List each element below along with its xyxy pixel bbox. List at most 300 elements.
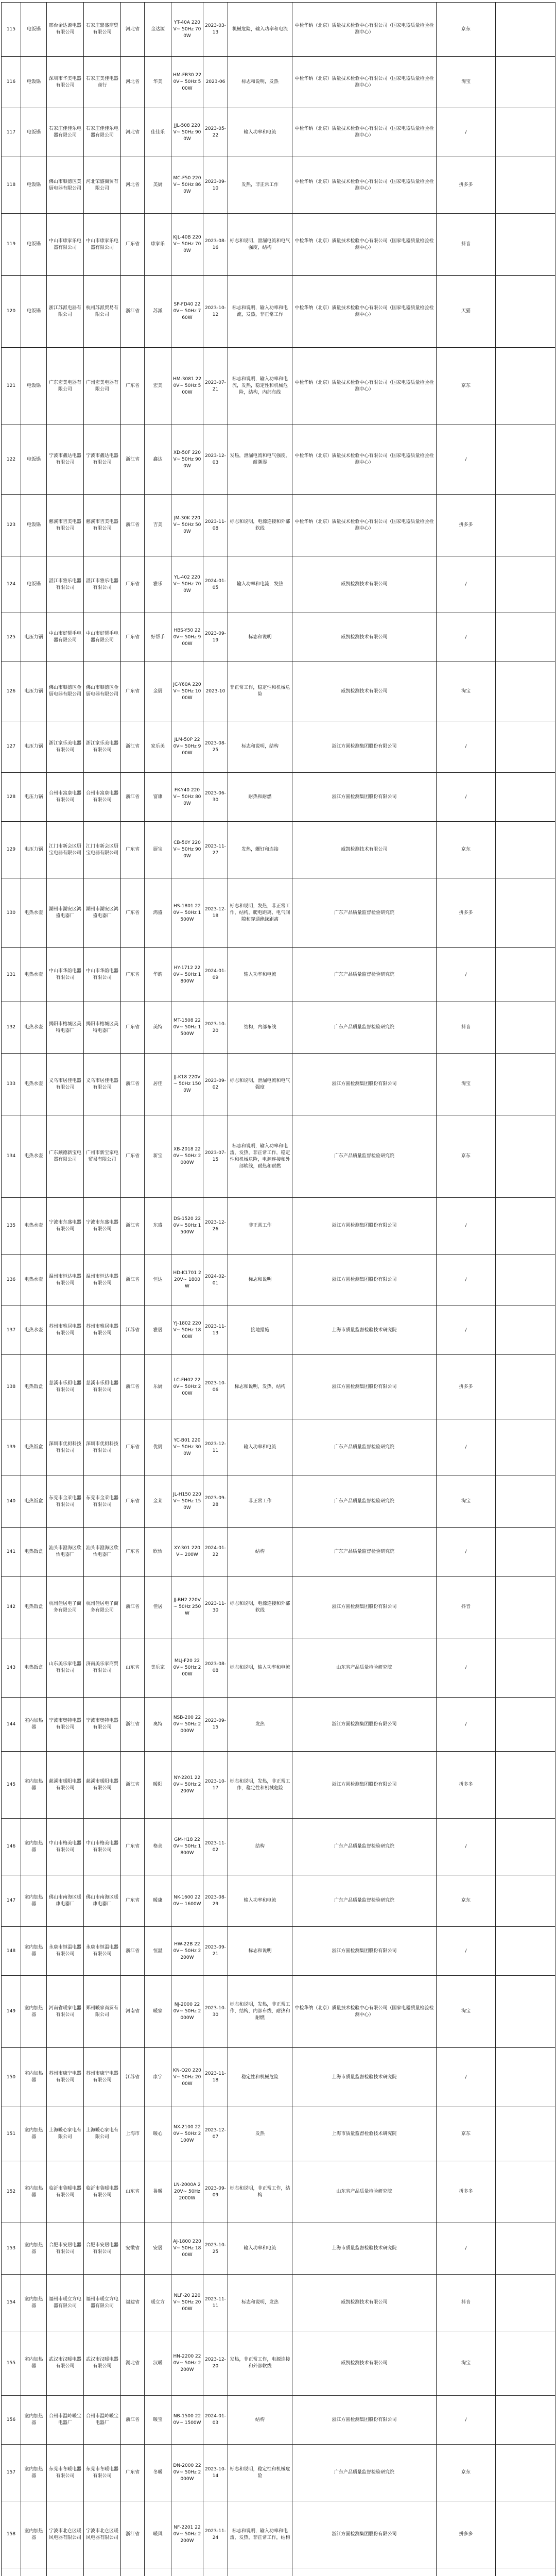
cell-model: HW-22B 220V~ 50Hz 2200W xyxy=(171,1927,203,1976)
cell-producer: 苏州市康宁电器有限公司 xyxy=(47,2048,84,2107)
cell-agency: 威凯检测技术有限公司 xyxy=(292,2331,437,2396)
cell-no: 136 xyxy=(2,1255,21,1306)
cell-product: 电热水壶 xyxy=(21,1198,47,1255)
cell-agency: 广东产品质量监督检验研究院 xyxy=(292,1528,437,1577)
cell-platform: 京东 xyxy=(437,1115,496,1198)
cell-date: 2023-08-08 xyxy=(203,1638,228,1698)
cell-product xyxy=(21,2568,47,2576)
cell-brand: 金达源 xyxy=(145,3,171,57)
cell-model: NJ-2000 220V~ 50Hz 2000W xyxy=(171,1976,203,2048)
cell-province: 广东省 xyxy=(121,556,145,613)
cell-product: 电压力锅 xyxy=(21,721,47,773)
cell-province: 浙江省 xyxy=(121,2501,145,2568)
cell-agency: 浙江方圆检测集团股份有限公司 xyxy=(292,721,437,773)
cell-brand: 乐厨 xyxy=(145,1355,171,1419)
cell-producer: 佛山市南海区暖康电器厂 xyxy=(47,1875,84,1927)
cell-brand: 奥特 xyxy=(145,1698,171,1752)
cell-brand: 暖立方 xyxy=(145,2275,171,2331)
table-row xyxy=(2,2275,555,2331)
cell-date: 2023-12-11 xyxy=(203,1419,228,1476)
cell-sampled-unit: 佛山市顺德区金厨电器有限公司 xyxy=(84,662,121,721)
table-row xyxy=(2,348,555,425)
cell-model: CB-50Y 220V~ 50Hz 900W xyxy=(171,822,203,878)
cell-producer: 中山市好帮手电器有限公司 xyxy=(47,613,84,662)
cell-platform: 抖音 xyxy=(437,1577,496,1638)
cell-note xyxy=(496,1476,555,1528)
table-row xyxy=(2,495,555,556)
cell-producer: 广东顺德新宝电器有限公司 xyxy=(47,1115,84,1198)
cell-platform: 抖音 xyxy=(437,2275,496,2331)
cell-platform: / xyxy=(437,2223,496,2275)
cell-defects: 结构 xyxy=(228,1819,292,1875)
cell-producer: 石家庄佳佳乐电器有限公司 xyxy=(47,108,84,157)
cell-sampled-unit: 汕头市澄海区欣怡电器厂 xyxy=(84,1528,121,1577)
cell-agency: 中检华纳（北京）质量技术检验中心有限公司（国家电器质量检验检测中心） xyxy=(292,214,437,276)
cell-product: 电热水壶 xyxy=(21,1255,47,1306)
cell-defects: 标志和说明，输入功率和电流 xyxy=(228,1638,292,1698)
cell-brand: 美厨 xyxy=(145,157,171,214)
cell-producer: 揭阳市榕城区美特电器厂 xyxy=(47,1002,84,1054)
cell-brand: 暖康 xyxy=(145,1875,171,1927)
cell-sampled-unit: 苏州市雅居电器有限公司 xyxy=(84,1306,121,1355)
table-row xyxy=(2,1698,555,1752)
cell-date: 2023-11-11 xyxy=(203,2275,228,2331)
cell-province: 浙江省 xyxy=(121,721,145,773)
cell-product: 电饭锅 xyxy=(21,495,47,556)
cell-sampled-unit: 义乌市居佳电器有限公司 xyxy=(84,1054,121,1115)
cell-model: YL-402 220V~ 50Hz 700W xyxy=(171,556,203,613)
cell-brand: 暖风 xyxy=(145,2501,171,2568)
cell-platform: 拼多多 xyxy=(437,1355,496,1419)
cell-note xyxy=(496,157,555,214)
cell-note xyxy=(496,2161,555,2223)
table-row xyxy=(2,2568,555,2576)
cell-agency: 中检华纳（北京）质量技术检验中心有限公司（国家电器质量检验检测中心） xyxy=(292,3,437,57)
table-row xyxy=(2,2161,555,2223)
cell-platform: / xyxy=(437,1819,496,1875)
cell-sampled-unit: 广州市新宝家电贸易有限公司 xyxy=(84,1115,121,1198)
cell-sampled-unit: 揭阳市榕城区美特电器厂 xyxy=(84,1002,121,1054)
cell-province: 浙江省 xyxy=(121,1927,145,1976)
cell-defects: 结构 xyxy=(228,1528,292,1577)
cell-province: 广东省 xyxy=(121,214,145,276)
cell-defects: 发热，泄漏电流和电气强度，耐潮湿 xyxy=(228,425,292,495)
cell-no: 119 xyxy=(2,214,21,276)
cell-note xyxy=(496,1355,555,1419)
cell-defects: 标志和说明，稳定性和机械危险 xyxy=(228,2445,292,2501)
cell-sampled-unit: 深圳市优厨科技有限公司 xyxy=(84,1419,121,1476)
cell-producer: 苏州市雅居电器有限公司 xyxy=(47,1306,84,1355)
cell-province: 浙江省 xyxy=(121,1255,145,1306)
table-row xyxy=(2,2396,555,2445)
cell-model: NSB-200 220V~ 50Hz 2000W xyxy=(171,1698,203,1752)
table-row xyxy=(2,425,555,495)
cell-defects: 接地措施 xyxy=(228,1306,292,1355)
cell-sampled-unit: 宁波市鑫达电器有限公司 xyxy=(84,425,121,495)
cell-defects: 标志和说明，电源连接和外部软线 xyxy=(228,1577,292,1638)
cell-date: 2023-10-17 xyxy=(203,1752,228,1819)
cell-no xyxy=(2,2568,21,2576)
cell-note xyxy=(496,556,555,613)
cell-product: 室内加热器 xyxy=(21,2501,47,2568)
cell-sampled-unit: 石家庄鼎盛商贸有限公司 xyxy=(84,3,121,57)
cell-note xyxy=(496,2048,555,2107)
cell-note xyxy=(496,1528,555,1577)
cell-brand: 家乐美 xyxy=(145,721,171,773)
cell-producer: 中山市格美电器有限公司 xyxy=(47,1819,84,1875)
cell-brand: 金莱 xyxy=(145,1476,171,1528)
cell-model: JC-Y60A 220V~ 50Hz 1000W xyxy=(171,662,203,721)
cell-model: HM-3081 220V~ 50Hz 500W xyxy=(171,348,203,425)
cell-agency: 中检华纳（北京）质量技术检验中心有限公司（国家电器质量检验检测中心） xyxy=(292,1976,437,2048)
cell-producer: 中山市康家乐电器有限公司 xyxy=(47,214,84,276)
cell-no: 134 xyxy=(2,1115,21,1198)
cell-date: 2023-10-30 xyxy=(203,1976,228,2048)
cell-sampled-unit: 慈溪市乐厨电器有限公司 xyxy=(84,1355,121,1419)
cell-no: 129 xyxy=(2,822,21,878)
table-row xyxy=(2,157,555,214)
cell-producer: 宁波市鑫达电器有限公司 xyxy=(47,425,84,495)
cell-agency: 浙江方圆检测集团股份有限公司 xyxy=(292,1752,437,1819)
cell-agency: 上海市质量监督检验技术研究院 xyxy=(292,2223,437,2275)
cell-no: 117 xyxy=(2,108,21,157)
cell-no: 153 xyxy=(2,2223,21,2275)
cell-sampled-unit: 湛江市雅乐电器有限公司 xyxy=(84,556,121,613)
cell-producer: 河南省暖家电器有限公司 xyxy=(47,1976,84,2048)
cell-no: 122 xyxy=(2,425,21,495)
cell-brand: 暖阳 xyxy=(145,1752,171,1819)
cell-date: 2023-11-02 xyxy=(203,1819,228,1875)
cell-sampled-unit xyxy=(84,2568,121,2576)
cell-date xyxy=(203,2568,228,2576)
cell-defects: 结构 xyxy=(228,2396,292,2445)
cell-product: 电热水壶 xyxy=(21,1306,47,1355)
cell-model: KJL-40B 220V~ 50Hz 700W xyxy=(171,214,203,276)
cell-no: 147 xyxy=(2,1875,21,1927)
cell-product: 电饭锅 xyxy=(21,157,47,214)
cell-brand: 康宁 xyxy=(145,2048,171,2107)
cell-date: 2023-08-16 xyxy=(203,214,228,276)
cell-model: NK-1600 220V~ 1600W xyxy=(171,1875,203,1927)
cell-agency: 山东省产品质量检验研究院 xyxy=(292,2161,437,2223)
cell-province: 山东省 xyxy=(121,1638,145,1698)
cell-note xyxy=(496,2445,555,2501)
cell-note xyxy=(496,1875,555,1927)
cell-product: 电热饭盒 xyxy=(21,1476,47,1528)
cell-province: 江苏省 xyxy=(121,2048,145,2107)
cell-model: JL-H150 220V~ 50Hz 150W xyxy=(171,1476,203,1528)
table-row xyxy=(2,1875,555,1927)
cell-model: YT-40A 220V~ 50Hz 700W xyxy=(171,3,203,57)
cell-sampled-unit: 中山市格美电器有限公司 xyxy=(84,1819,121,1875)
cell-no: 149 xyxy=(2,1976,21,2048)
cell-note xyxy=(496,1198,555,1255)
cell-platform: / xyxy=(437,1198,496,1255)
cell-product: 室内加热器 xyxy=(21,2275,47,2331)
cell-brand: 暖宝 xyxy=(145,2396,171,2445)
cell-model: NLF-20 220V~ 50Hz 2000W xyxy=(171,2275,203,2331)
cell-date: 2023-08-25 xyxy=(203,721,228,773)
cell-no: 144 xyxy=(2,1698,21,1752)
cell-sampled-unit: 济南美乐家商贸有限公司 xyxy=(84,1638,121,1698)
cell-no: 154 xyxy=(2,2275,21,2331)
table-row xyxy=(2,948,555,1002)
table-row xyxy=(2,822,555,878)
cell-province: 浙江省 xyxy=(121,2396,145,2445)
cell-no: 140 xyxy=(2,1476,21,1528)
cell-product: 室内加热器 xyxy=(21,1819,47,1875)
cell-product: 室内加热器 xyxy=(21,1698,47,1752)
cell-province: 浙江省 xyxy=(121,1698,145,1752)
table-row xyxy=(2,1638,555,1698)
cell-model: MC-F50 220V~ 50Hz 860W xyxy=(171,157,203,214)
cell-note xyxy=(496,2275,555,2331)
cell-producer: 慈溪市乐厨电器有限公司 xyxy=(47,1355,84,1419)
cell-no: 115 xyxy=(2,3,21,57)
cell-province: 广东省 xyxy=(121,662,145,721)
cell-sampled-unit: 永康市恒温电器有限公司 xyxy=(84,1927,121,1976)
table-row xyxy=(2,276,555,348)
cell-note xyxy=(496,1819,555,1875)
cell-agency: 上海市质量监督检验技术研究院 xyxy=(292,2048,437,2107)
cell-note xyxy=(496,1638,555,1698)
cell-platform: 京东 xyxy=(437,1875,496,1927)
table-row xyxy=(2,3,555,57)
cell-note xyxy=(496,3,555,57)
cell-product: 室内加热器 xyxy=(21,2331,47,2396)
cell-province: 河北省 xyxy=(121,157,145,214)
cell-defects: 标志和说明 xyxy=(228,1927,292,1976)
cell-product: 室内加热器 xyxy=(21,2396,47,2445)
cell-no: 156 xyxy=(2,2396,21,2445)
cell-platform: / xyxy=(437,2048,496,2107)
cell-province: 上海市 xyxy=(121,2107,145,2161)
cell-sampled-unit: 宁波市东盛电器有限公司 xyxy=(84,1198,121,1255)
cell-brand xyxy=(145,2568,171,2576)
cell-defects: 非正常工作 xyxy=(228,1476,292,1528)
cell-product: 电热饭盒 xyxy=(21,1419,47,1476)
table-row xyxy=(2,1255,555,1306)
cell-defects: 标志和说明，泄漏电流和电气强度，结构 xyxy=(228,214,292,276)
cell-date: 2024-01-03 xyxy=(203,2396,228,2445)
cell-product: 电压力锅 xyxy=(21,613,47,662)
cell-no: 141 xyxy=(2,1528,21,1577)
cell-product: 电热水壶 xyxy=(21,1115,47,1198)
cell-date: 2023-09-02 xyxy=(203,1054,228,1115)
cell-note xyxy=(496,613,555,662)
cell-defects: 标志和说明，电源连接和外部软线 xyxy=(228,495,292,556)
cell-platform: 淘宝 xyxy=(437,1054,496,1115)
cell-agency xyxy=(292,2568,437,2576)
cell-province: 广东省 xyxy=(121,348,145,425)
cell-note xyxy=(496,2396,555,2445)
cell-note xyxy=(496,1306,555,1355)
cell-agency: 广东产品质量监督检验研究院 xyxy=(292,2445,437,2501)
cell-date: 2023-12-18 xyxy=(203,878,228,948)
cell-no: 150 xyxy=(2,2048,21,2107)
cell-platform xyxy=(437,2568,496,2576)
cell-platform: 京东 xyxy=(437,348,496,425)
cell-model: NX-2100 220V~ 50Hz 2100W xyxy=(171,2107,203,2161)
cell-brand: 吉美 xyxy=(145,495,171,556)
cell-platform: 淘宝 xyxy=(437,57,496,108)
cell-product: 室内加热器 xyxy=(21,1927,47,1976)
cell-no: 132 xyxy=(2,1002,21,1054)
cell-province: 浙江省 xyxy=(121,1198,145,1255)
cell-product: 电饭锅 xyxy=(21,556,47,613)
cell-producer: 上海暖心家电有限公司 xyxy=(47,2107,84,2161)
cell-sampled-unit: 郑州暖家商贸有限公司 xyxy=(84,1976,121,2048)
cell-producer: 汕头市澄海区欣怡电器厂 xyxy=(47,1528,84,1577)
cell-agency: 中检华纳（北京）质量技术检验中心有限公司（国家电器质量检验检测中心） xyxy=(292,276,437,348)
table-row xyxy=(2,878,555,948)
cell-product: 电热饭盒 xyxy=(21,1528,47,1577)
cell-province xyxy=(121,2568,145,2576)
cell-platform: / xyxy=(437,721,496,773)
cell-no: 143 xyxy=(2,1638,21,1698)
cell-province: 广东省 xyxy=(121,1528,145,1577)
cell-defects: 结构，内部布线 xyxy=(228,1002,292,1054)
cell-brand: 暖心 xyxy=(145,2107,171,2161)
cell-brand: 居佳 xyxy=(145,1054,171,1115)
cell-model: JJ-BH2 220V~ 50Hz 250W xyxy=(171,1577,203,1638)
cell-brand: 美乐家 xyxy=(145,1638,171,1698)
cell-producer: 宁波市北仑区暖风电器有限公司 xyxy=(47,2501,84,2568)
cell-date: 2023-06-30 xyxy=(203,773,228,822)
cell-agency: 浙江方圆检测集团股份有限公司 xyxy=(292,2501,437,2568)
cell-no: 131 xyxy=(2,948,21,1002)
cell-platform: / xyxy=(437,1255,496,1306)
cell-no: 118 xyxy=(2,157,21,214)
cell-brand: 鑫达 xyxy=(145,425,171,495)
cell-province: 河南省 xyxy=(121,1976,145,2048)
cell-defects: 输入功率和电流 xyxy=(228,948,292,1002)
cell-model: HD-K1701 220V~ 1800W xyxy=(171,1255,203,1306)
cell-date: 2023-07-15 xyxy=(203,1115,228,1198)
cell-date: 2024-01-05 xyxy=(203,556,228,613)
cell-model: LN-2000A 220V~ 50Hz 2000W xyxy=(171,2161,203,2223)
cell-agency: 浙江方圆检测集团股份有限公司 xyxy=(292,2396,437,2445)
cell-defects xyxy=(228,2568,292,2576)
cell-date: 2023-11-27 xyxy=(203,822,228,878)
cell-note xyxy=(496,773,555,822)
cell-platform: 淘宝 xyxy=(437,662,496,721)
cell-note xyxy=(496,425,555,495)
cell-defects: 标志和说明，输入功率和电流，发热，非正常工作，稳定性和机械危险，电源连接和外部软线，耐热和耐燃 xyxy=(228,1115,292,1198)
cell-no: 124 xyxy=(2,556,21,613)
cell-brand: 富康 xyxy=(145,773,171,822)
cell-defects: 输入功率和电流 xyxy=(228,108,292,157)
cell-date: 2023-09-09 xyxy=(203,2161,228,2223)
cell-date: 2023-09-10 xyxy=(203,157,228,214)
cell-agency: 浙江方圆检测集团股份有限公司 xyxy=(292,1054,437,1115)
cell-no: 152 xyxy=(2,2161,21,2223)
cell-province: 浙江省 xyxy=(121,1577,145,1638)
cell-province: 浙江省 xyxy=(121,495,145,556)
cell-note xyxy=(496,1115,555,1198)
table-row xyxy=(2,1976,555,2048)
cell-defects: 发热 xyxy=(228,2107,292,2161)
cell-province: 广东省 xyxy=(121,613,145,662)
table-row xyxy=(2,1528,555,1577)
cell-no: 137 xyxy=(2,1306,21,1355)
cell-producer: 合肥市安居电器有限公司 xyxy=(47,2223,84,2275)
table-row xyxy=(2,2107,555,2161)
cell-note xyxy=(496,2501,555,2568)
cell-note xyxy=(496,1698,555,1752)
cell-no: 138 xyxy=(2,1355,21,1419)
table-row xyxy=(2,1355,555,1419)
cell-brand: 欣怡 xyxy=(145,1528,171,1577)
cell-product: 电热饭盒 xyxy=(21,1355,47,1419)
cell-defects: 输入功率和电流 xyxy=(228,1419,292,1476)
cell-brand: 冬暖 xyxy=(145,2445,171,2501)
cell-note xyxy=(496,822,555,878)
cell-model: HN-2200 220V~ 50Hz 2200W xyxy=(171,2331,203,2396)
cell-producer: 温州市恒达电器有限公司 xyxy=(47,1255,84,1306)
cell-sampled-unit: 浙江家乐美电器有限公司 xyxy=(84,721,121,773)
table-row xyxy=(2,2445,555,2501)
cell-agency: 广东产品质量监督检验研究院 xyxy=(292,1476,437,1528)
cell-date: 2023-10-20 xyxy=(203,1002,228,1054)
cell-note xyxy=(496,1927,555,1976)
cell-model: XD-50F 220V~ 50Hz 900W xyxy=(171,425,203,495)
table-row xyxy=(2,1577,555,1638)
cell-platform: 淘宝 xyxy=(437,1476,496,1528)
cell-brand: 恒温 xyxy=(145,1927,171,1976)
cell-platform: / xyxy=(437,2396,496,2445)
table-row xyxy=(2,1115,555,1198)
cell-note xyxy=(496,948,555,1002)
cell-sampled-unit: 温州市恒达电器有限公司 xyxy=(84,1255,121,1306)
cell-defects: 标志和说明，发热，非正常工作，结构，爬电距离、电气间隙和穿通绝缘距离 xyxy=(228,878,292,948)
cell-date: 2023-11-08 xyxy=(203,495,228,556)
cell-product: 电热饭盒 xyxy=(21,1638,47,1698)
cell-producer: 台州市温岭暖宝电器厂 xyxy=(47,2396,84,2445)
cell-product: 电热饭盒 xyxy=(21,1577,47,1638)
cell-defects: 非正常工作 xyxy=(228,1198,292,1255)
cell-producer: 深圳市华美电器有限公司 xyxy=(47,57,84,108)
cell-note xyxy=(496,721,555,773)
cell-province: 江苏省 xyxy=(121,1306,145,1355)
cell-agency: 中检华纳（北京）质量技术检验中心有限公司（国家电器质量检验检测中心） xyxy=(292,348,437,425)
cell-brand: 新宝 xyxy=(145,1115,171,1198)
cell-brand: 康家乐 xyxy=(145,214,171,276)
cell-note xyxy=(496,108,555,157)
cell-model: JM-30K 220V~ 50Hz 500W xyxy=(171,495,203,556)
cell-product: 室内加热器 xyxy=(21,1976,47,2048)
cell-product: 电饭锅 xyxy=(21,108,47,157)
cell-platform: / xyxy=(437,1528,496,1577)
cell-product: 电饭锅 xyxy=(21,276,47,348)
cell-brand: 鸿盛 xyxy=(145,878,171,948)
cell-sampled-unit: 台州市温岭暖宝电器厂 xyxy=(84,2396,121,2445)
cell-agency: 中检华纳（北京）质量技术检验中心有限公司（国家电器质量检验检测中心） xyxy=(292,425,437,495)
cell-note xyxy=(496,1577,555,1638)
cell-no: 121 xyxy=(2,348,21,425)
cell-model: GM-H18 220V~ 50Hz 1800W xyxy=(171,1819,203,1875)
cell-defects: 非正常工作，稳定性和机械危险 xyxy=(228,662,292,721)
cell-province: 广东省 xyxy=(121,1419,145,1476)
cell-defects: 标志和说明，结构 xyxy=(228,721,292,773)
cell-producer: 佛山市顺德区美厨电器有限公司 xyxy=(47,157,84,214)
cell-no: 146 xyxy=(2,1819,21,1875)
cell-producer: 慈溪市暖阳电器有限公司 xyxy=(47,1752,84,1819)
cell-product: 电饭锅 xyxy=(21,214,47,276)
table-row xyxy=(2,1054,555,1115)
cell-brand: 汉暖 xyxy=(145,2331,171,2396)
cell-sampled-unit: 江门市新会区厨宝电器有限公司 xyxy=(84,822,121,878)
